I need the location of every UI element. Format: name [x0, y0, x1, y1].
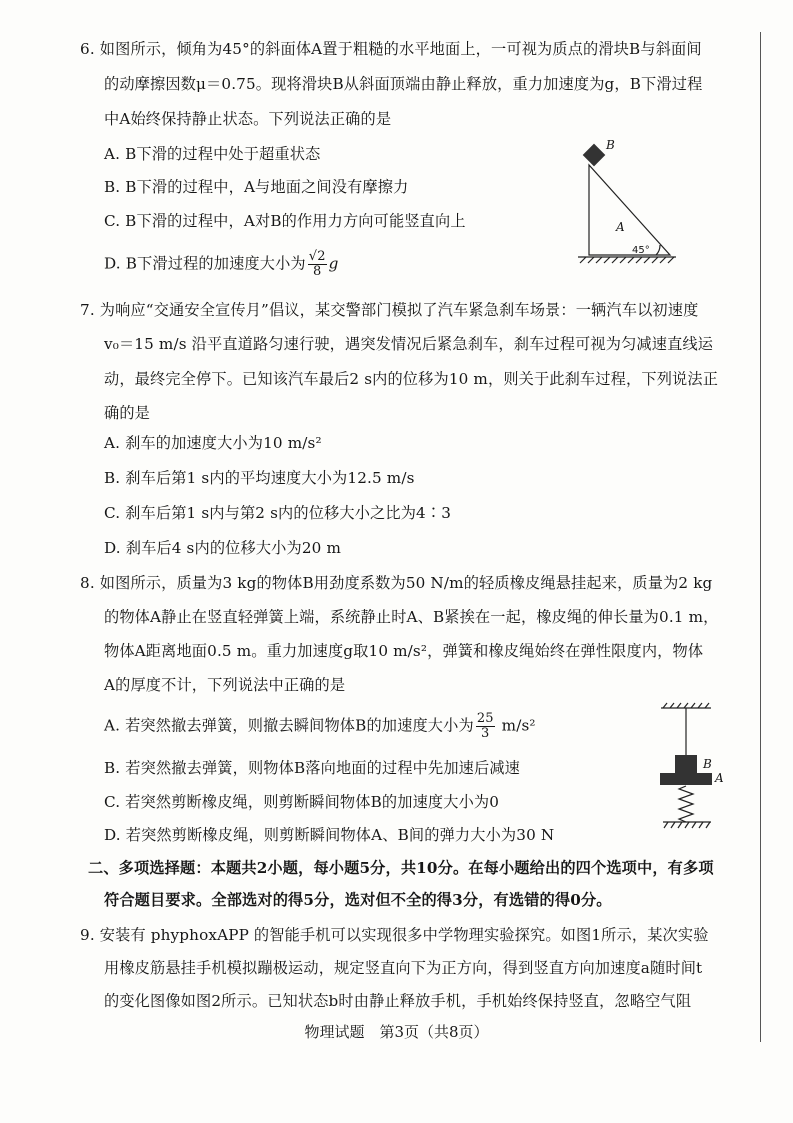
ground-hatch	[580, 257, 674, 263]
label-a: A	[715, 771, 724, 785]
q8-stem-line-1: 8. 如图所示，质量为3 kg的物体B用劲度系数为50 N/m的轻质橡皮绳悬挂起来，质量为2 kg	[80, 574, 713, 592]
q6-option-a: A. B下滑的过程中处于超重状态	[104, 145, 321, 163]
q6-option-c: C. B下滑的过程中，A对B的作用力方向可能竖直向上	[104, 212, 466, 230]
label-b: B	[703, 757, 712, 771]
q9-stem-line-1: 9. 安装有 phyphoxAPP 的智能手机可以实现很多中学物理实验探究。如图1所示，某次实验	[80, 926, 709, 944]
q7-option-c: C. 刹车后第1 s内与第2 s内的位移大小之比为4∶3	[104, 504, 452, 522]
q8-option-b: B. 若突然撤去弹簧，则物体B落向地面的过程中先加速后减速	[104, 759, 521, 777]
q8-option-c: C. 若突然剪断橡皮绳，则剪断瞬间物体B的加速度大小为0	[104, 793, 500, 811]
block-b	[675, 755, 697, 773]
q7-stem-line-2: v₀＝15 m/s 沿平直道路匀速行驶，遇突发情况后紧急刹车，刹车过程可视为匀减速直线运	[104, 335, 714, 353]
q7-stem-line-1: 7. 为响应“交通安全宣传月”倡议，某交警部门模拟了汽车紧急刹车场景：一辆汽车以初速度	[80, 301, 699, 319]
q8-spring-figure	[655, 700, 755, 840]
q6-stem-line-3: 中A始终保持静止状态。下列说法正确的是	[104, 110, 392, 128]
q9-stem-line-2: 用橡皮筋悬挂手机模拟蹦极运动，规定竖直向下为正方向，得到竖直方向加速度a随时间t	[104, 959, 703, 977]
q8-stem-line-4: A的厚度不计，下列说法中正确的是	[104, 676, 346, 694]
spring-coil	[679, 786, 693, 822]
q6-option-b: B. B下滑的过程中，A与地面之间没有摩擦力	[104, 178, 409, 196]
q8-stem-line-2: 的物体A静止在竖直轻弹簧上端，系统静止时A、B紧挨在一起，橡皮绳的伸长量为0.1 m，	[104, 608, 719, 626]
q8-stem-line-3: 物体A距离地面0.5 m。重力加速度g取10 m/s²，弹簧和橡皮绳始终在弹性限度内，物体	[104, 642, 704, 660]
q7-stem-line-4: 确的是	[104, 404, 151, 422]
floor-hatch	[664, 822, 710, 828]
q8-option-d: D. 若突然剪断橡皮绳，则剪断瞬间物体A、B间的弹力大小为30 N	[104, 826, 555, 844]
section2-heading-line-1: 二、多项选择题：本题共2小题，每小题5分，共10分。在每小题给出的四个选项中，有多项	[88, 859, 714, 877]
plate-a	[660, 773, 712, 785]
label-a: A	[616, 220, 625, 234]
ceiling-hatch	[663, 703, 709, 708]
q6-option-d: D. B下滑过程的加速度大小为 $\frac{√2}{8}$ g	[104, 249, 339, 279]
section2-heading-line-2: 符合题目要求。全部选对的得5分，选对但不全的得3分，有选错的得0分。	[104, 891, 612, 909]
q9-stem-line-3: 的变化图像如图2所示。已知状态b时由静止释放手机，手机始终保持竖直，忽略空气阻	[104, 992, 692, 1010]
q8-option-a: A. 若突然撤去弹簧，则撤去瞬间物体B的加速度大小为 $\frac{25}{3}$ m/s²	[104, 711, 536, 741]
q6-stem-line-1: 6. 如图所示，倾角为45°的斜面体A置于粗糙的水平地面上，一可视为质点的滑块B与斜面间	[80, 40, 702, 58]
block-b	[583, 144, 606, 167]
q7-option-b: B. 刹车后第1 s内的平均速度大小为12.5 m/s	[104, 469, 415, 487]
angle-arc	[656, 245, 660, 255]
q7-option-a: A. 刹车的加速度大小为10 m/s²	[104, 434, 322, 452]
q6-stem-line-2: 的动摩擦因数μ＝0.75。现将滑块B从斜面顶端由静止释放，重力加速度为g，B下滑过程	[104, 75, 703, 93]
label-b: B	[606, 138, 615, 152]
q7-option-d: D. 刹车后4 s内的位移大小为20 m	[104, 539, 342, 557]
wedge-a	[589, 165, 670, 255]
angle-label: 45°	[632, 245, 650, 256]
q6-incline-figure	[570, 135, 680, 265]
page-footer: 物理试题 第3页（共8页）	[304, 1023, 489, 1041]
margin-rule	[760, 32, 761, 1042]
q7-stem-line-3: 动，最终完全停下。已知该汽车最后2 s内的位移为10 m，则关于此刹车过程，下列说法正	[104, 370, 719, 388]
